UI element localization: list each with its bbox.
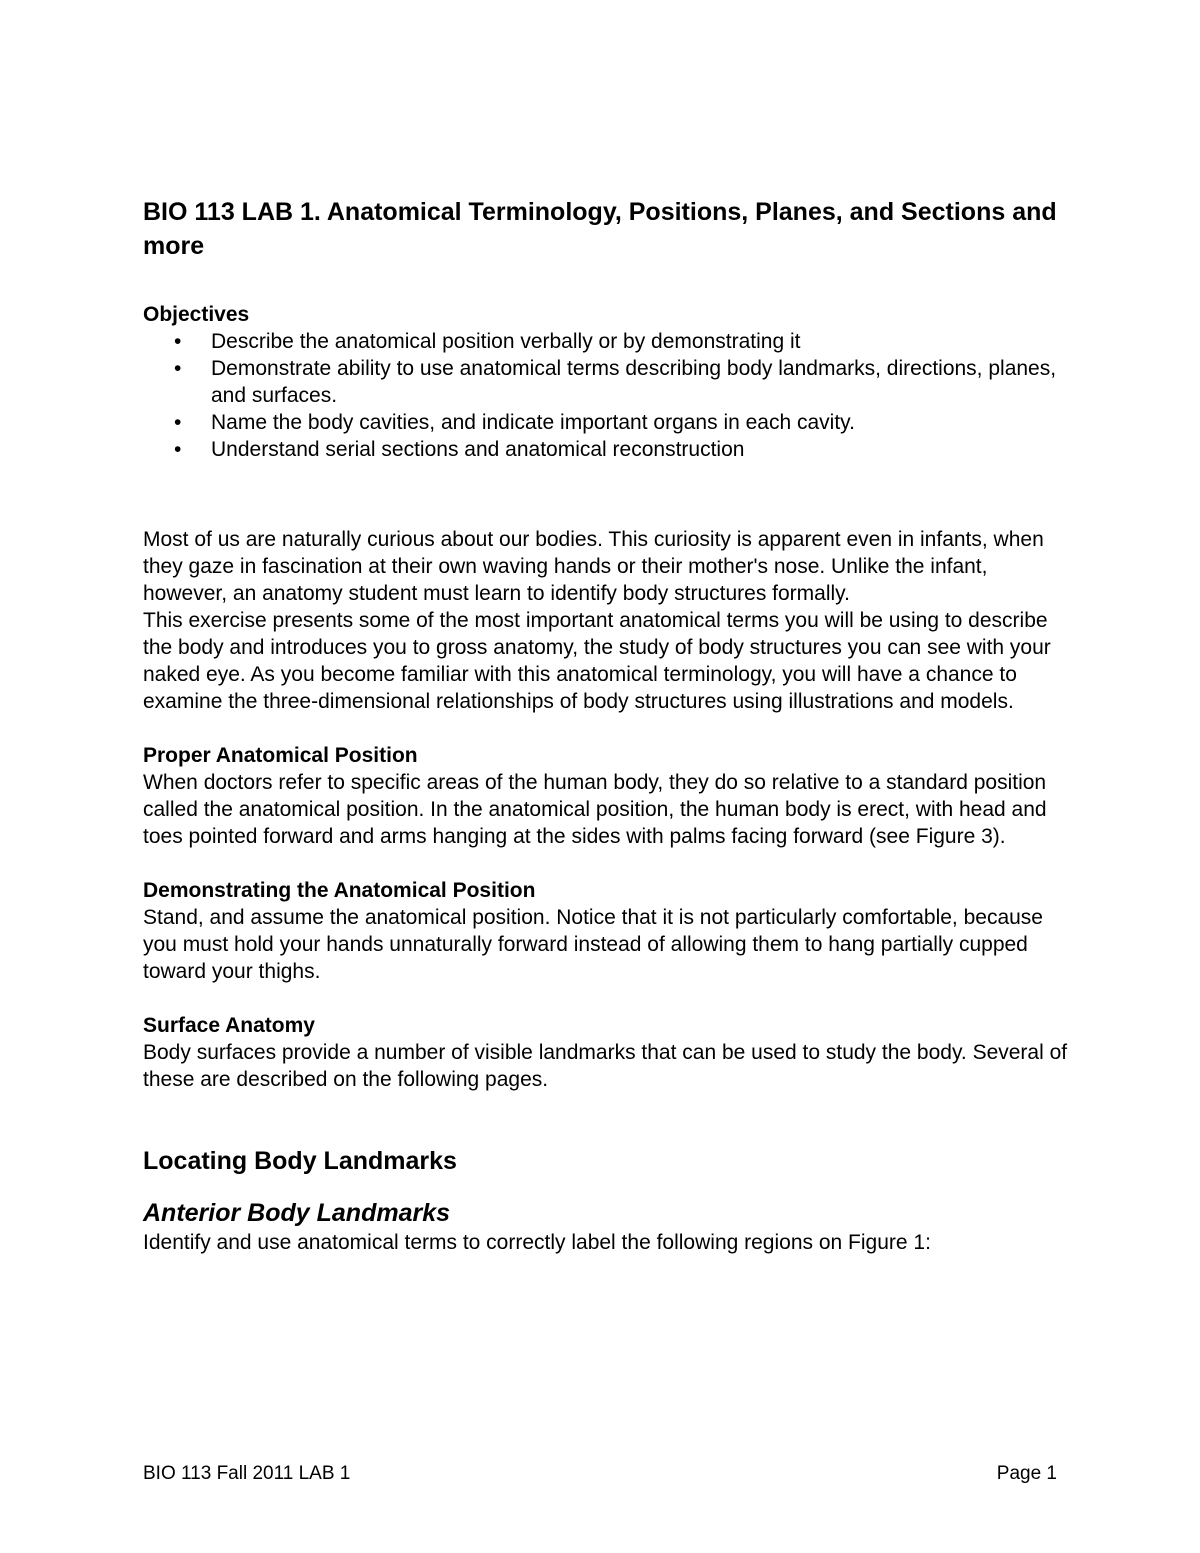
landmarks-text: Identify and use anatomical terms to correctly label the following regions on Figure 1: [143,1231,931,1254]
objectives-list [143,328,1073,463]
objective-text: Name the body cavities, and indicate important organs in each cavity. [211,411,855,434]
objective-text: Understand serial sections and anatomical reconstruction [211,438,745,461]
landmarks-heading: Locating Body Landmarks [143,1147,457,1175]
objective-item [143,409,1073,436]
bullet-icon: • [174,411,182,434]
footer-course-label: BIO 113 Fall 2011 LAB 1 [143,1463,351,1484]
intro-paragraph-2: This exercise presents some of the most important anatomical terms you will be using to describe the body and introduces you to gross anatomy, the study of body structures you can see with your naked eye. As you become familiar with this anatomical terminology, you will have a chance to examine the three-dimensional relationships of body structures using illustrations and models. [143,609,1051,713]
anterior-landmarks-subheading: Anterior Body Landmarks [143,1199,451,1227]
footer-page-number: Page 1 [996,1463,1057,1484]
bullet-icon: • [174,357,182,380]
objective-item [143,328,1073,355]
objectives-heading: Objectives [143,303,250,326]
proper-position-section [143,742,1073,850]
landmarks-section [143,1145,1073,1256]
objectives-section [143,301,1073,463]
objective-text: Demonstrate ability to use anatomical terms describing body landmarks, directions, planes, and surfaces. [211,357,1057,407]
objective-item [143,355,1073,409]
page-content [143,195,1073,1256]
demonstrating-heading: Demonstrating the Anatomical Position [143,879,536,902]
intro-paragraph-1: Most of us are naturally curious about our bodies. This curiosity is apparent even in infants, when they gaze in fascination at their own waving hands or their mother's nose. Unlike the infant, however, an anatomy student must learn to identify body structures formally. [143,528,1044,605]
proper-position-text: When doctors refer to specific areas of the human body, they do so relative to a standard position called the anatomical position. In the anatomical position, the human body is erect, with head and toes pointed forward and arms hanging at the sides with palms facing forward (see Figure 3). [143,771,1047,848]
surface-anatomy-heading: Surface Anatomy [143,1014,315,1037]
intro-section [143,526,1073,715]
surface-anatomy-section [143,1012,1073,1093]
bullet-icon: • [174,330,182,353]
bullet-icon: • [174,438,182,461]
surface-anatomy-text: Body surfaces provide a number of visible landmarks that can be used to study the body. Several of these are described on the following pages. [143,1041,1068,1091]
demonstrating-section [143,877,1073,985]
objective-text: Describe the anatomical position verbally or by demonstrating it [211,330,801,353]
document-title: BIO 113 LAB 1. Anatomical Terminology, Positions, Planes, and Sections and more [143,198,1057,260]
proper-position-heading: Proper Anatomical Position [143,744,418,767]
demonstrating-text: Stand, and assume the anatomical position. Notice that it is not particularly comfortable, because you must hold your hands unnaturally forward instead of allowing them to hang partially cupped toward your thighs. [143,906,1043,983]
objective-item [143,436,1073,463]
